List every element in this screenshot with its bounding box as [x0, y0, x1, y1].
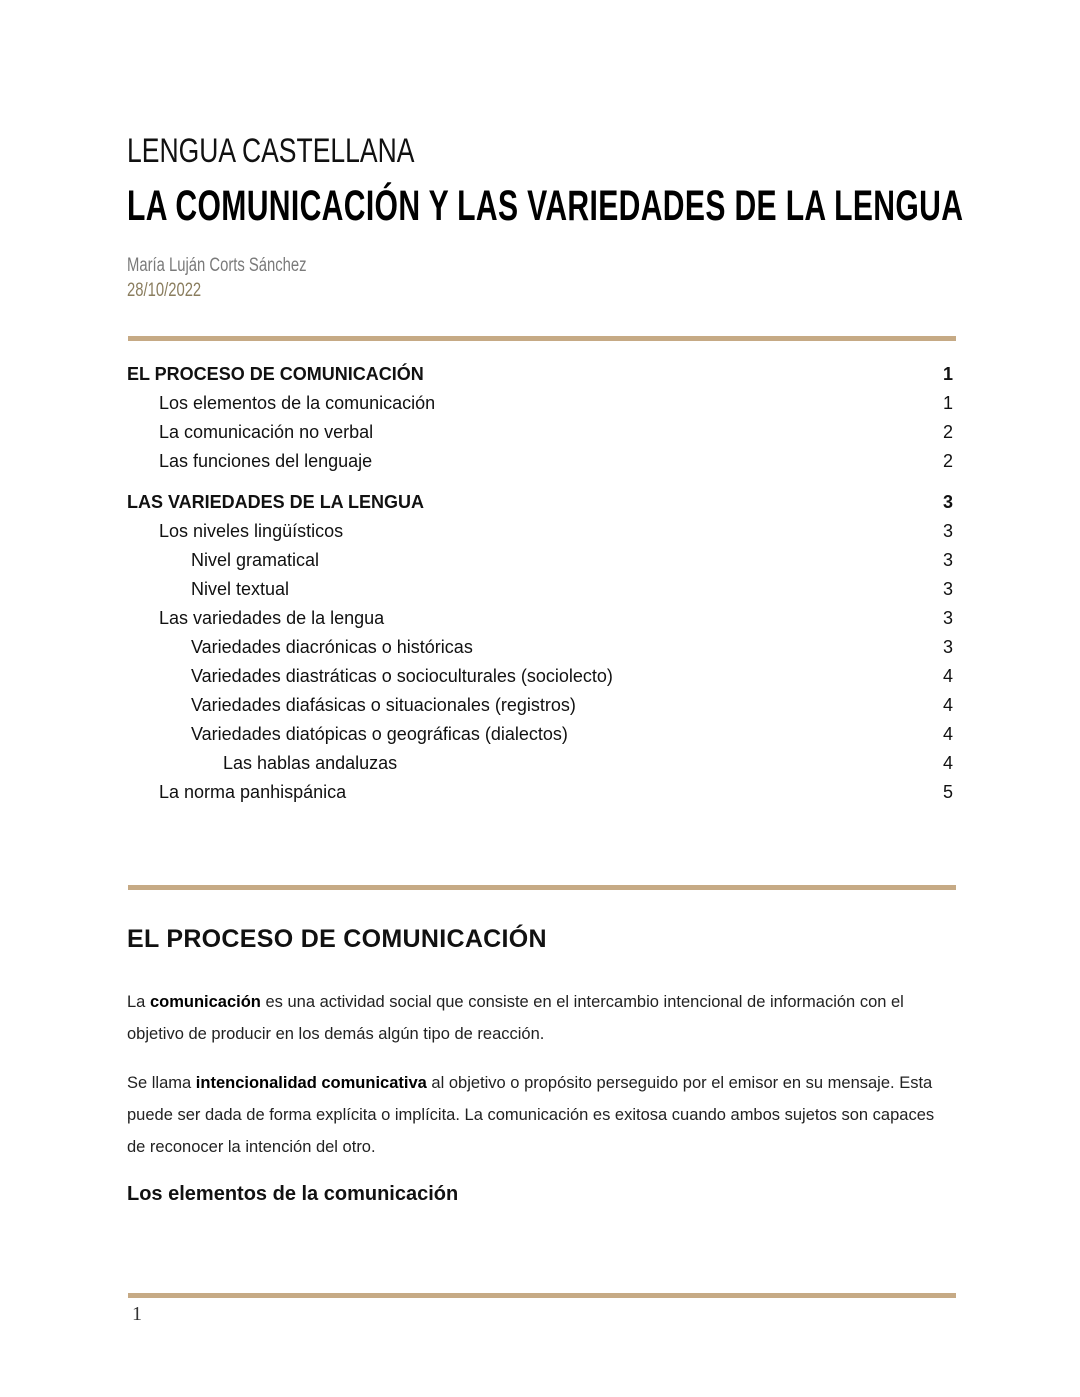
toc-entry-page: 3 — [942, 637, 953, 657]
paragraph-communication — [127, 986, 957, 1050]
toc-entry-label: Variedades diacrónicas o históricas — [191, 637, 473, 657]
document-date: 28/10/2022 — [127, 280, 202, 301]
toc-entry-label: Variedades diafásicas o situacionales (registros) — [191, 695, 576, 715]
toc-entry-label: Variedades diastráticas o socioculturales (sociolecto) — [191, 666, 613, 686]
toc-entry-label: La comunicación no verbal — [159, 422, 374, 442]
bold-term: intencionalidad comunicativa — [195, 1074, 427, 1092]
toc-entry-label: Los elementos de la comunicación — [159, 393, 436, 413]
toc-entry-page: 4 — [942, 753, 953, 773]
paragraph-intentionality — [127, 1067, 957, 1163]
section-heading: EL PROCESO DE COMUNICACIÓN — [127, 925, 547, 953]
text-run: al objetivo o propósito perseguido por el emisor en su mensaje. Esta puede ser dada de forma explícita o implícita. La comunicación es exitosa cuando ambos sujetos son capaces de reconocer la intención del otro. — [127, 1074, 935, 1156]
toc-entry[interactable] — [127, 666, 953, 695]
toc-entry[interactable] — [127, 637, 953, 666]
toc-entry[interactable] — [127, 608, 953, 637]
toc-entry[interactable] — [127, 782, 953, 811]
toc-entry-page: 4 — [942, 695, 953, 715]
toc-entry-label: EL PROCESO DE COMUNICACIÓN — [127, 364, 424, 384]
text-run: Se llama — [127, 1074, 196, 1092]
toc-entry-page: 3 — [942, 492, 953, 512]
toc-entry[interactable] — [127, 451, 953, 480]
toc-entry-page: 2 — [942, 422, 953, 442]
document-subject: LENGUA CASTELLANA — [127, 132, 415, 170]
toc-entry-page: 3 — [942, 521, 953, 541]
text-run: La — [127, 993, 150, 1011]
toc-entry[interactable] — [127, 393, 953, 422]
toc-entry-page: 4 — [942, 724, 953, 744]
document-author: María Luján Corts Sánchez — [127, 255, 307, 276]
toc-entry-label: Las hablas andaluzas — [223, 753, 398, 773]
divider-footer — [128, 1293, 956, 1298]
text-run: es una actividad social que consiste en el intercambio intencional de información con el objetivo de producir en los demás algún tipo de reacción. — [127, 993, 904, 1043]
toc-entry[interactable] — [127, 521, 953, 550]
divider-top — [128, 336, 956, 341]
toc-entry-page: 3 — [942, 579, 953, 599]
toc-entry-page: 1 — [942, 364, 953, 384]
toc-entry[interactable] — [127, 364, 953, 393]
toc-entry-page: 3 — [942, 608, 953, 628]
toc-entry-label: Las funciones del lenguaje — [159, 451, 373, 471]
toc-entry-label: Variedades diatópicas o geográficas (dialectos) — [191, 724, 568, 744]
toc-entry-label: Nivel gramatical — [191, 550, 320, 570]
subsection-heading: Los elementos de la comunicación — [127, 1183, 459, 1205]
table-of-contents — [127, 364, 953, 811]
toc-entry[interactable] — [127, 550, 953, 579]
toc-entry-page: 4 — [942, 666, 953, 686]
toc-entry-label: La norma panhispánica — [159, 782, 347, 802]
toc-entry-page: 5 — [942, 782, 953, 802]
toc-entry[interactable] — [127, 724, 953, 753]
toc-entry-label: LAS VARIEDADES DE LA LENGUA — [127, 492, 425, 512]
toc-entry[interactable] — [127, 695, 953, 724]
document-title: LA COMUNICACIÓN Y LAS VARIEDADES DE LA LENGUA — [127, 182, 964, 230]
toc-entry[interactable] — [127, 492, 953, 521]
toc-entry[interactable] — [127, 422, 953, 451]
toc-entry[interactable] — [127, 753, 953, 782]
divider-section — [128, 885, 956, 890]
toc-entry-label: Los niveles lingüísticos — [159, 521, 344, 541]
toc-entry-label: Las variedades de la lengua — [159, 608, 385, 628]
toc-entry-page: 1 — [942, 393, 953, 413]
toc-entry[interactable] — [127, 579, 953, 608]
page-number: 1 — [132, 1303, 142, 1325]
toc-entry-label: Nivel textual — [191, 579, 290, 599]
toc-entry-page: 3 — [942, 550, 953, 570]
toc-entry-page: 2 — [942, 451, 953, 471]
bold-term: comunicación — [149, 993, 261, 1011]
